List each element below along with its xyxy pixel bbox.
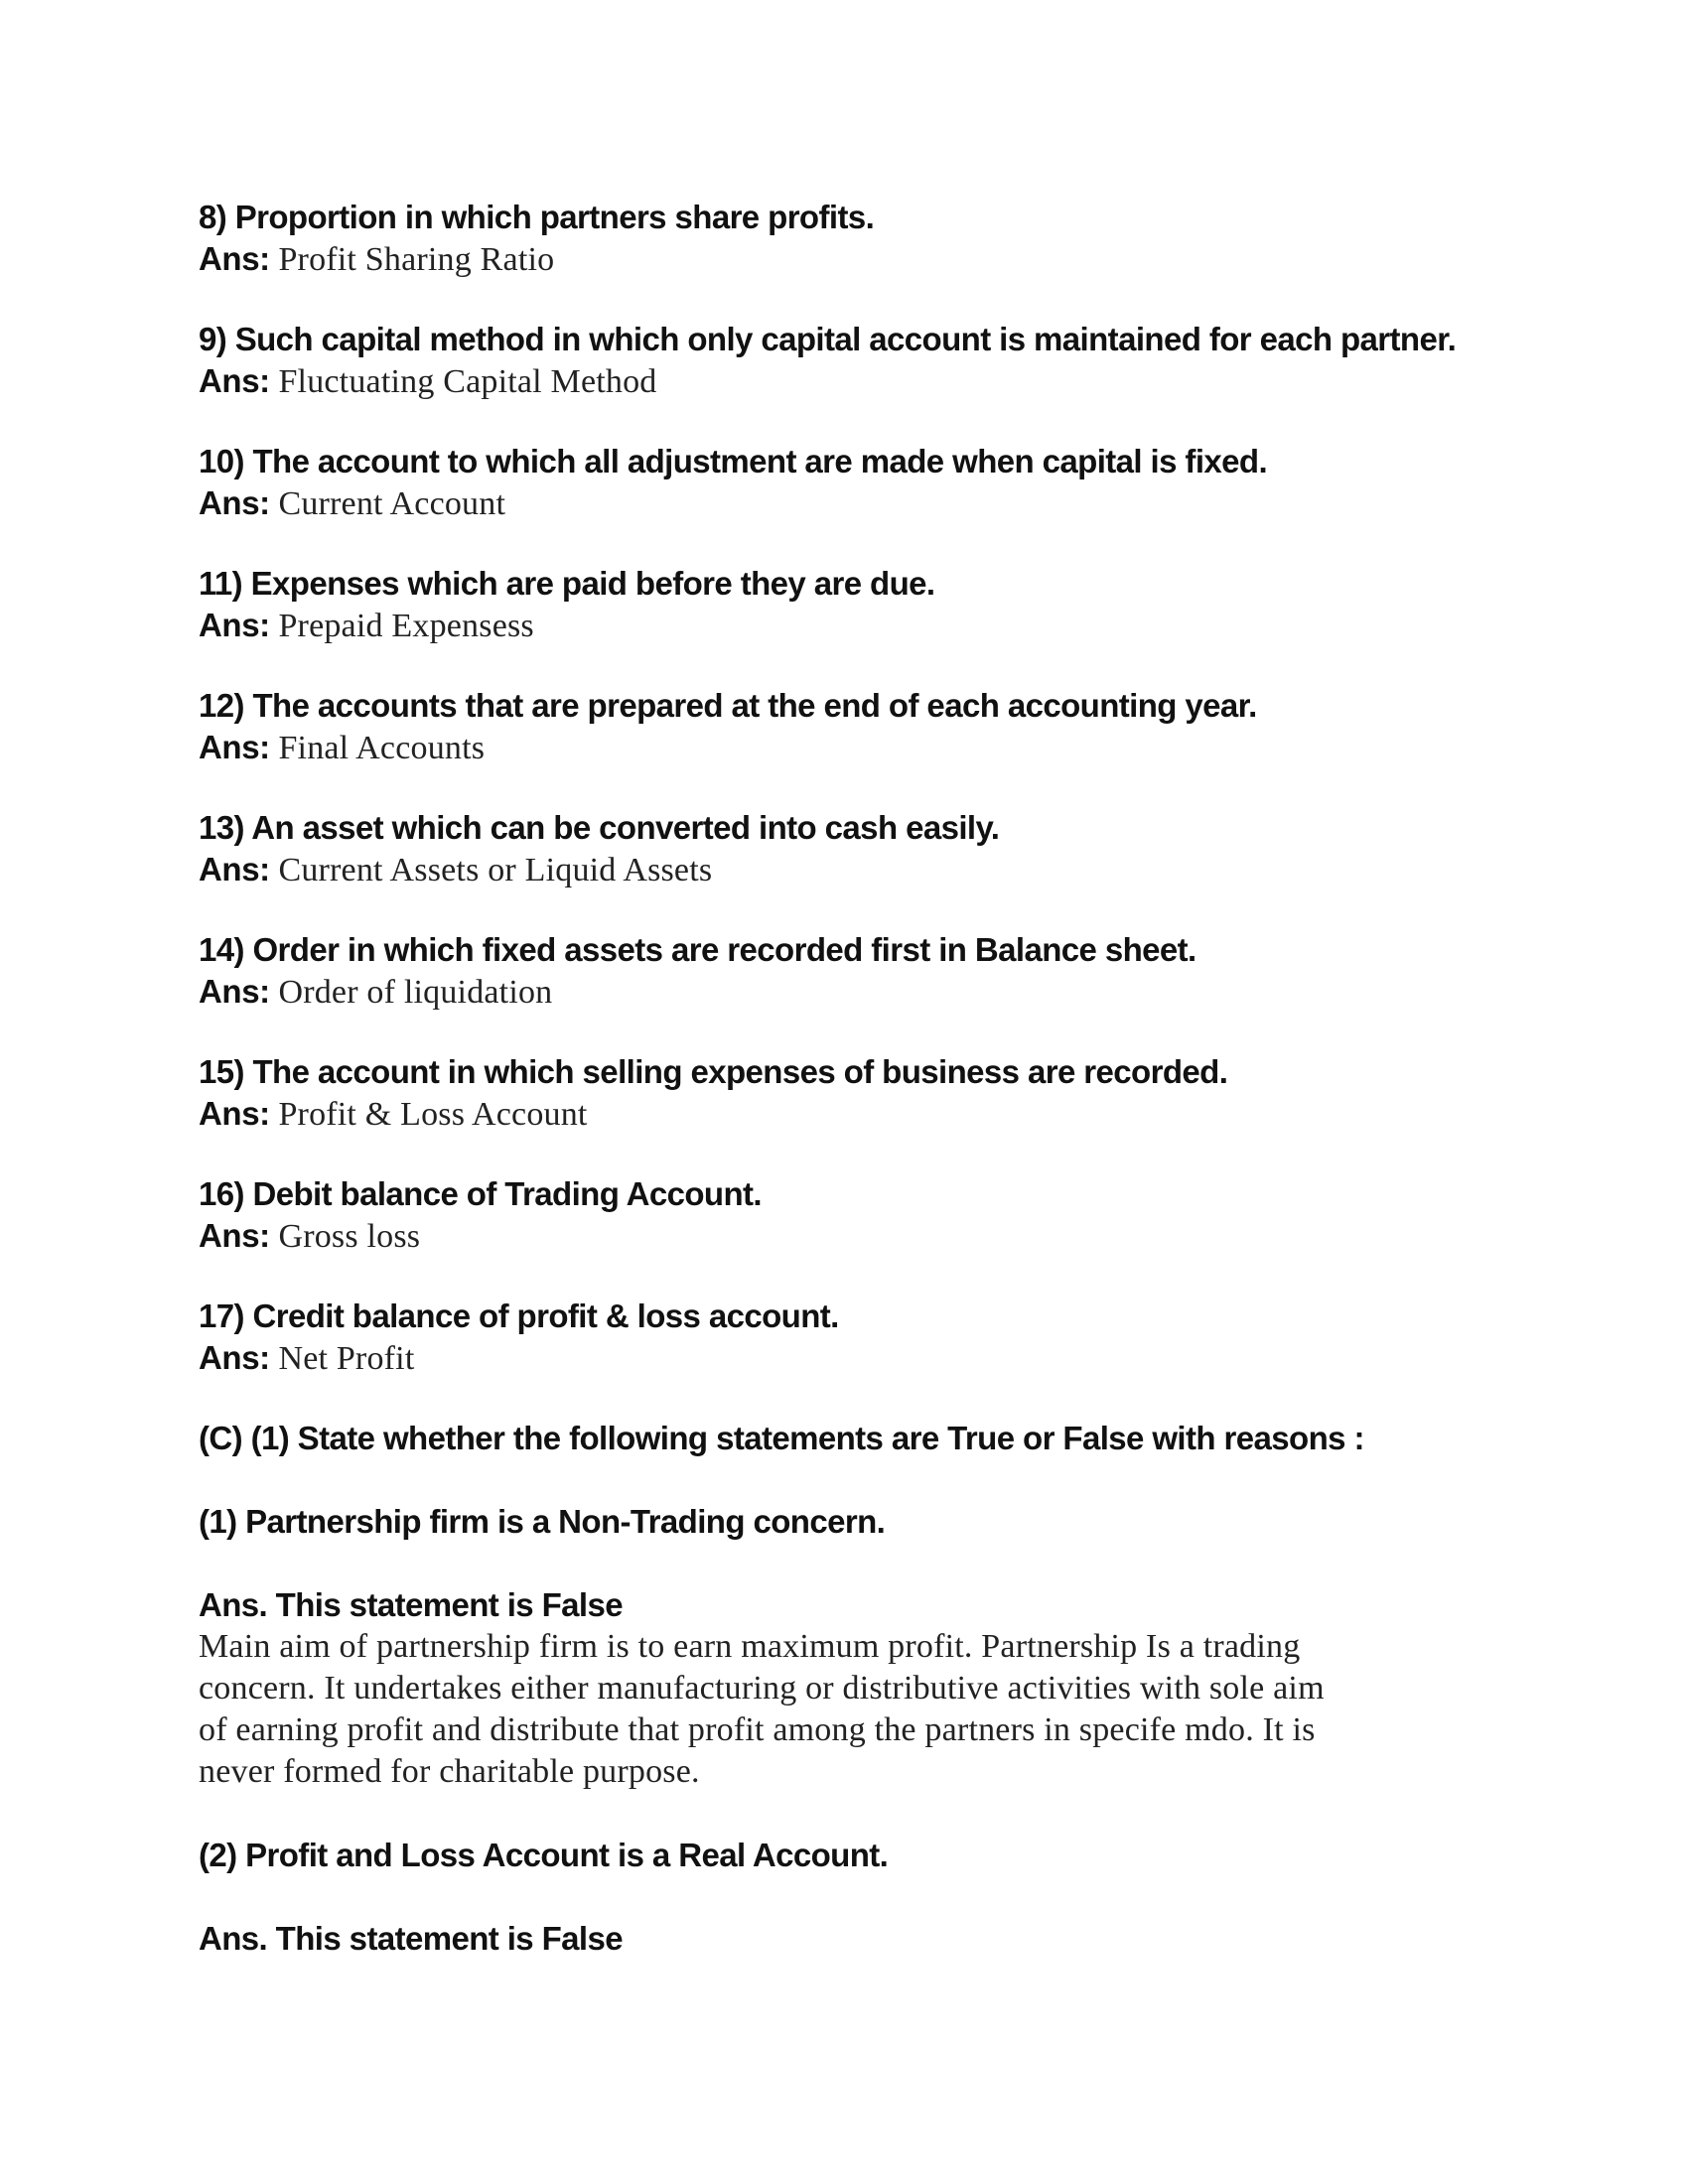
qa-item-17 <box>199 1296 1519 1380</box>
reason-line: concern. It undertakes either manufacturing or distributive activities with sole aim <box>199 1670 1325 1706</box>
answer-line <box>199 1093 1519 1136</box>
question-text: 10) The account to which all adjustment are made when capital is fixed. <box>199 443 1268 479</box>
ans-label: Ans: <box>199 362 270 399</box>
qa-item-10 <box>199 441 1519 525</box>
ans-label: Ans: <box>199 1217 270 1254</box>
ans-label: Ans: <box>199 729 270 765</box>
answer-line <box>199 727 1519 769</box>
answer-line <box>199 1215 1519 1258</box>
reason-line: never formed for charitable purpose. <box>199 1753 700 1790</box>
question-text: 11) Expenses which are paid before they are due. <box>199 565 935 602</box>
qa-item-15 <box>199 1051 1519 1136</box>
statement-text: (2) Profit and Loss Account is a Real Account. <box>199 1837 889 1873</box>
question-text: 12) The accounts that are prepared at the end of each accounting year. <box>199 687 1257 724</box>
question-text: 9) Such capital method in which only capital account is maintained for each partner. <box>199 321 1457 357</box>
ans-label: Ans: <box>199 484 270 521</box>
reason-line: Main aim of partnership firm is to earn maximum profit. Partnership Is a trading <box>199 1628 1301 1665</box>
ans-label: Ans: <box>199 240 270 277</box>
question-text: 16) Debit balance of Trading Account. <box>199 1175 762 1212</box>
answer-text: Fluctuating Capital Method <box>278 363 657 400</box>
true-false-item-2 <box>199 1835 1519 1960</box>
qa-item-8 <box>199 197 1519 281</box>
statement-text: (1) Partnership firm is a Non-Trading concern. <box>199 1503 886 1540</box>
document-content <box>199 197 1519 2001</box>
qa-item-13 <box>199 807 1519 891</box>
answer-line <box>199 971 1519 1014</box>
qa-item-14 <box>199 929 1519 1014</box>
reason-line: of earning profit and distribute that profit among the partners in specife mdo. It is <box>199 1711 1316 1748</box>
answer-line <box>199 360 1519 403</box>
answer-text: Order of liquidation <box>278 974 553 1011</box>
ans-label: Ans: <box>199 1095 270 1132</box>
answer-line <box>199 605 1519 647</box>
answer-line <box>199 482 1519 525</box>
qa-item-11 <box>199 563 1519 647</box>
answer-line <box>199 849 1519 891</box>
qa-item-16 <box>199 1173 1519 1258</box>
ans-label: Ans: <box>199 851 270 887</box>
answer-text: Current Account <box>278 485 506 522</box>
answer-line <box>199 1337 1519 1380</box>
answer-line <box>199 238 1519 281</box>
answer-text: Profit & Loss Account <box>278 1096 588 1133</box>
qa-item-9 <box>199 319 1519 403</box>
ans-label: Ans: <box>199 973 270 1010</box>
answer-text: Final Accounts <box>278 730 486 766</box>
section-c-heading: (C) (1) State whether the following statements are True or False with reasons : <box>199 1420 1364 1456</box>
question-text: 17) Credit balance of profit & loss account. <box>199 1297 839 1334</box>
question-text: 8) Proportion in which partners share profits. <box>199 199 875 235</box>
tf-answer: Ans. This statement is False <box>199 1586 624 1623</box>
answer-text: Gross loss <box>278 1218 421 1255</box>
qa-item-12 <box>199 685 1519 769</box>
answer-text: Current Assets or Liquid Assets <box>278 852 713 888</box>
tf-answer: Ans. This statement is False <box>199 1920 624 1957</box>
answer-text: Profit Sharing Ratio <box>278 241 555 278</box>
ans-label: Ans: <box>199 1339 270 1376</box>
question-text: 14) Order in which fixed assets are recorded first in Balance sheet. <box>199 931 1196 968</box>
ans-label: Ans: <box>199 607 270 643</box>
question-text: 13) An asset which can be converted into cash easily. <box>199 809 1000 846</box>
answer-text: Net Profit <box>278 1340 415 1377</box>
answer-text: Prepaid Expensess <box>278 608 534 644</box>
question-text: 15) The account in which selling expenses of business are recorded. <box>199 1053 1228 1090</box>
true-false-item-1 <box>199 1501 1519 1793</box>
